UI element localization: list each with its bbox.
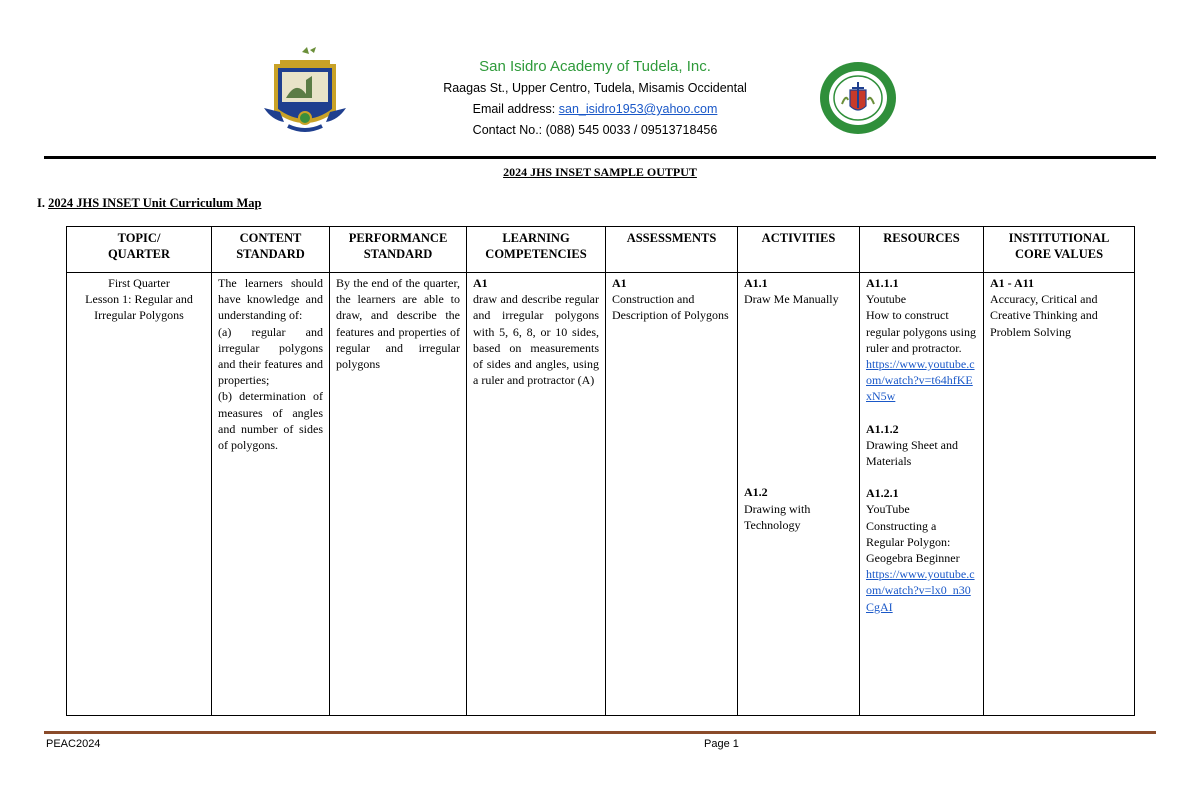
- header-topic: TOPIC/ QUARTER: [67, 227, 212, 273]
- contact-line: Contact No.: (088) 545 0033 / 09513718456: [472, 123, 718, 137]
- section-number: I.: [37, 196, 49, 210]
- cell-resources: [860, 273, 984, 716]
- table-header-row: [67, 227, 1135, 273]
- resource-spacer: [866, 469, 977, 485]
- resource-link[interactable]: https://www.youtube.com/watch?v=lx0_n30CgAI: [866, 567, 975, 614]
- header-learning-competencies: LEARNING COMPETENCIES: [467, 227, 606, 273]
- cell-learning-competency: [467, 273, 606, 716]
- header-divider: [44, 156, 1156, 159]
- school-crest-logo: [258, 44, 352, 138]
- activity-text: Drawing with Technology: [744, 501, 811, 532]
- header-performance-standard: PERFORMANCE STANDARD: [330, 227, 467, 273]
- resource-source: YouTube: [866, 502, 910, 517]
- cell-content-standard: [212, 273, 330, 716]
- document-title: 2024 JHS INSET SAMPLE OUTPUT: [503, 165, 697, 179]
- core-values-code: A1 - A11: [990, 276, 1035, 290]
- content-item-a: (a) regular and irregular polygons and their features and properties;: [218, 324, 323, 388]
- topic-lesson: Lesson 1: Regular and Irregular Polygons: [85, 292, 193, 323]
- school-name: San Isidro Academy of Tudela, Inc.: [479, 58, 711, 75]
- table-row: [67, 273, 1135, 716]
- header-assessments: ASSESSMENTS: [606, 227, 738, 273]
- cell-performance-standard: [330, 273, 467, 716]
- header-core-values: INSTITUTIONAL CORE VALUES: [984, 227, 1135, 273]
- assessment-text: Construction and Description of Polygons: [612, 292, 729, 323]
- header-content-standard: CONTENT STANDARD: [212, 227, 330, 273]
- content-intro: The learners should have knowledge and understanding of:: [218, 276, 323, 323]
- performance-text: By the end of the quarter, the learners are able to draw, and describe the features and properties of regular and irregular polygons: [336, 276, 460, 372]
- resource-link[interactable]: https://www.youtube.com/watch?v=t64hfKExN5w: [866, 357, 975, 404]
- section-title: 2024 JHS INSET Unit Curriculum Map: [48, 196, 262, 210]
- resource-code: A1.1.1: [866, 276, 899, 290]
- letterhead: [380, 56, 810, 141]
- email-label: Email address:: [472, 102, 559, 116]
- curriculum-map-table: [66, 226, 1135, 716]
- competency-text: draw and describe regular and irregular polygons with 5, 6, 8, or 10 sides, based on measurements of sides and angles, using a ruler and protractor (A): [473, 292, 599, 388]
- cell-activities: [738, 273, 860, 716]
- email-link[interactable]: san_isidro1953@yahoo.com: [558, 102, 718, 116]
- footer-left: PEAC2024: [46, 738, 101, 750]
- activity-text: Draw Me Manually: [744, 292, 839, 307]
- content-item-b: (b) determination of measures of angles and number of sides of polygons.: [218, 389, 323, 453]
- resource-code: A1.2.1: [866, 486, 899, 501]
- resource-source: Youtube: [866, 292, 907, 307]
- page-number: Page 1: [704, 738, 739, 750]
- resource-title: Constructing a Regular Polygon: Geogebra Beginner: [866, 518, 960, 566]
- footer-divider: [44, 731, 1156, 734]
- email-line: [380, 99, 810, 120]
- cell-core-values: [984, 273, 1135, 716]
- activity-code: A1.1: [744, 276, 768, 290]
- green-seal-logo: [818, 60, 898, 136]
- core-values-text: Accuracy, Critical and Creative Thinking and Problem Solving: [990, 292, 1098, 339]
- resource-title: How to construct regular polygons using ruler and protractor.: [866, 308, 976, 355]
- school-address: Raagas St., Upper Centro, Tudela, Misamis Occidental: [443, 81, 747, 95]
- activity-code: A1.2: [744, 485, 768, 500]
- section-heading: [37, 196, 261, 211]
- header-resources: RESOURCES: [860, 227, 984, 273]
- cell-assessment: [606, 273, 738, 716]
- resource-text: Drawing Sheet and Materials: [866, 437, 958, 469]
- competency-code: A1: [473, 276, 488, 290]
- header-activities: ACTIVITIES: [738, 227, 860, 273]
- assessment-code: A1: [612, 276, 627, 290]
- cell-topic: [67, 273, 212, 716]
- resource-spacer: [866, 405, 977, 421]
- resource-code: A1.1.2: [866, 421, 899, 436]
- topic-quarter: First Quarter: [108, 276, 170, 290]
- activity-spacer: [744, 307, 853, 484]
